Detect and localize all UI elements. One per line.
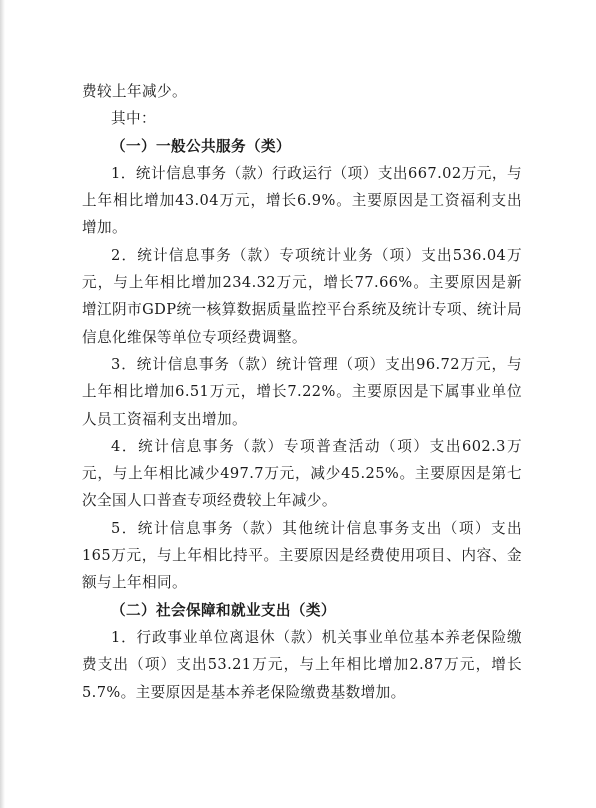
paragraph-continuation: 费较上年减少。 [82, 83, 187, 100]
paragraph-item-6: 1．行政事业单位离退休（款）机关事业单位基本养老保险缴费支出（项）支出53.21万元，与上年相比增加2.87万元，增长5.7%。主要原因是基本养老保险缴费基数增加。 [82, 628, 522, 701]
paragraph-intro: 其中： [111, 110, 156, 128]
section-heading-general-public-services: （一）一般公共服务（类） [111, 137, 291, 155]
paragraph-item-3: 3．统计信息事务（款）统计管理（项）支出96.72万元，与上年相比增加6.51万元，增长7.22%。主要原因是下属事业单位人员工资福利支出增加。 [82, 355, 522, 428]
paragraph-item-4: 4．统计信息事务（款）专项普查活动（项）支出602.3万元，与上年相比减少497.7万元，减少45.25%。主要原因是第七次全国人口普查专项经费较上年减少。 [82, 437, 522, 510]
document-body [82, 78, 522, 706]
paragraph-item-1: 1．统计信息事务（款）行政运行（项）支出667.02万元，与上年相比增加43.04万元，增长6.9%。主要原因是工资福利支出增加。 [82, 164, 522, 237]
page-edge-shadow [0, 0, 5, 808]
paragraph-item-5: 5．统计信息事务（款）其他统计信息事务支出（项）支出165万元，与上年相比持平。主要原因是经费使用项目、内容、金额与上年相同。 [82, 519, 522, 592]
paragraph-item-2: 2．统计信息事务（款）专项统计业务（项）支出536.04万元，与上年相比增加234.32万元，增长77.66%。主要原因是新增江阴市GDP统一核算数据质量监控平台系统及统计专项、统计局信息化维保等单位专项经费调整。 [82, 246, 522, 346]
section-heading-social-security: （二）社会保障和就业支出（类） [111, 601, 336, 619]
